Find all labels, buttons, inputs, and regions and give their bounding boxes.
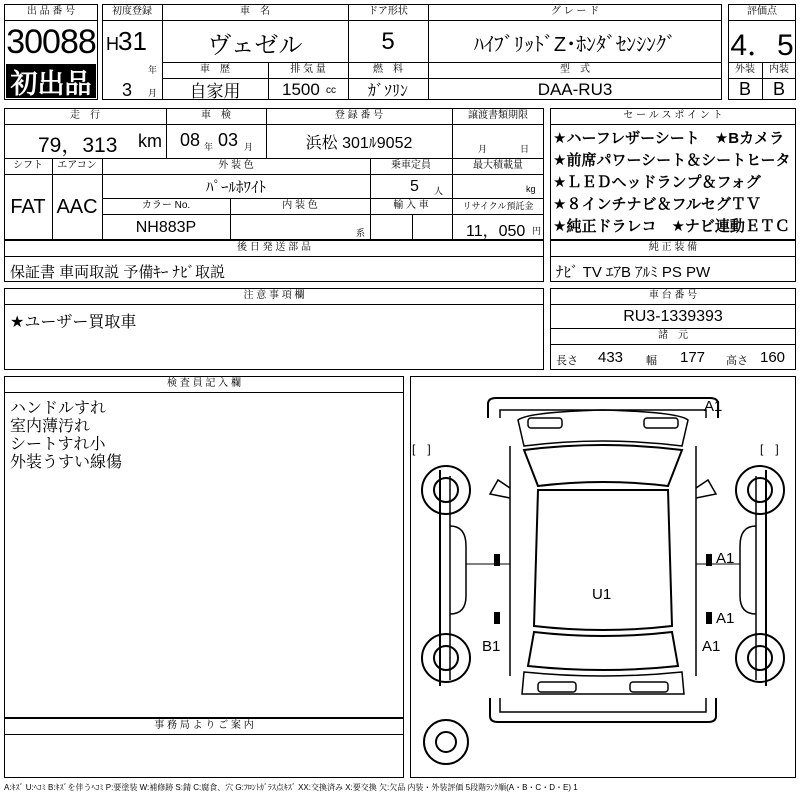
model-code-label: 型 式 (560, 64, 590, 75)
load-unit: kg (526, 184, 536, 194)
damage-front: A1 (704, 398, 723, 415)
year-unit: 年 (148, 65, 158, 75)
sales-point-3: ★ＬＥＤヘッドランプ＆フォグ (553, 174, 761, 191)
sales-points-label: セ ー ル ス ポ イ ン ト (623, 110, 723, 121)
inspection-year: 08 (180, 130, 201, 150)
equipment-value: ﾅﾋﾞ TV ｴｱB ｱﾙﾐ PS PW (556, 264, 711, 281)
inspection-year-unit: 年 (204, 142, 214, 152)
inspection-month: 03 (218, 130, 239, 150)
int-color-unit: 系 (356, 228, 366, 238)
parts-label: 後 日 発 送 部 品 (237, 242, 311, 253)
notes-value: ★ユーザー買取車 (10, 314, 137, 331)
reg-year: 31 (118, 26, 147, 56)
displacement-label: 排 気 量 (290, 64, 326, 75)
doors-value: 5 (381, 28, 395, 55)
displacement-value: 1500 (282, 80, 320, 99)
sales-point-1: ★ハーフレザーシート ★Bカメラ (553, 130, 785, 147)
damage-roof: U1 (592, 586, 612, 603)
shift-value: FAT (10, 196, 46, 218)
history-label: 車 歴 (200, 64, 230, 75)
score-label: 評価点 (747, 6, 777, 17)
mileage-value: 79，313 (38, 134, 118, 157)
aircon-value: AAC (56, 196, 98, 218)
aircon-label: エアコン (57, 160, 97, 171)
height-value: 160 (760, 349, 786, 366)
color-no-label: カラー No. (141, 200, 191, 211)
car-name: ヴェゼル (207, 31, 303, 59)
int-color-label: 内 装 色 (282, 200, 318, 211)
notes-label: 注 意 事 項 欄 (243, 290, 305, 301)
lot-number: 30088 (6, 22, 96, 61)
month-unit: 月 (148, 88, 158, 98)
sales-point-4: ★８インチナビ＆フルセグＴＶ (553, 196, 761, 213)
sales-point-2: ★前席パワーシート＆シートヒータ (553, 152, 791, 169)
color-no-value: NH883P (135, 218, 197, 236)
inspector-line-4: 外装うすい線傷 (10, 454, 123, 471)
plate-label: 登 録 番 号 (334, 110, 384, 121)
reg-month: 3 (122, 80, 133, 100)
reg-year-label: 初度登録 (112, 6, 152, 17)
grade-value: ﾊｲﾌﾞﾘｯﾄﾞZ･ﾎﾝﾀﾞｾﾝｼﾝｸﾞ (473, 33, 677, 56)
sales-point-5: ★純正ドラレコ ★ナビ連動ＥＴＣ (553, 218, 790, 235)
bracket-right: [ ] (760, 442, 779, 456)
score-value: 4．5 (730, 29, 794, 62)
interior-grade: B (772, 79, 785, 99)
recycle-label: リサイクル預託金 (462, 201, 534, 211)
inspection-month-unit: 月 (244, 142, 254, 152)
exterior-grade: B (738, 79, 751, 99)
damage-left-rear-wheel: B1 (482, 638, 501, 655)
capacity-unit: 人 (434, 186, 444, 196)
length-value: 433 (598, 349, 624, 366)
first-listing-badge: 初出品 (6, 64, 96, 98)
lot-number-label: 出 品 番 号 (26, 6, 76, 17)
plate-value: 浜松 301ﾙ9052 (305, 135, 413, 152)
interior-label: 内装 (769, 64, 789, 75)
inspection-label: 車 検 (201, 110, 231, 121)
mileage-label: 走 行 (70, 110, 100, 121)
legend-footer: A:ｷｽﾞ U:ﾍｺﾐ B:ｷｽﾞを伴うﾍｺﾐ P:要塗装 W:補修跡 S:錆 C:腐食、穴 G:ﾌﾛﾝﾄｶﾞﾗｽ点ｷｽﾞ XX:交換済み X:要交換 欠:欠品 内装・外装評価 5段階ﾗﾝｸ順(A・B・C・D・E) 1 (4, 783, 578, 792)
width-label: 幅 (646, 355, 657, 367)
width-value: 177 (680, 349, 706, 366)
damage-right-rear: A1 (716, 610, 735, 627)
length-label: 長さ (556, 355, 578, 367)
model-code-value: DAA-RU3 (537, 79, 613, 99)
inspector-label: 検 査 員 記 入 欄 (167, 378, 241, 389)
equipment-label: 純 正 装 備 (648, 242, 698, 253)
shift-label: シフト (13, 160, 43, 171)
car-diagram (410, 376, 796, 778)
inspector-line-2: 室内薄汚れ (10, 418, 91, 435)
fuel-label: 燃 料 (373, 64, 403, 75)
ext-color-label: 外 装 色 (218, 160, 254, 171)
grade-label: グ レ ー ド (550, 6, 600, 17)
fuel-value: ｶﾞｿﾘﾝ (367, 83, 408, 100)
car-name-label: 車 名 (240, 6, 270, 17)
height-label: 高さ (726, 355, 748, 367)
exterior-label: 外装 (735, 64, 755, 75)
doors-label: ドア形状 (368, 6, 408, 17)
transfer-label: 譲渡書類期限 (468, 110, 528, 121)
transfer-day-unit: 日 (520, 144, 530, 154)
capacity-label: 乗車定員 (391, 160, 431, 171)
recycle-unit: 円 (532, 226, 542, 236)
km-unit: km (138, 131, 162, 151)
history-value: 自家用 (189, 82, 241, 101)
chassis-value: RU3-1339393 (623, 307, 723, 325)
chassis-label: 車 台 番 号 (648, 290, 698, 301)
cc-unit: cc (326, 85, 336, 96)
recycle-value: 11，050 (466, 223, 526, 240)
parts-value: 保証書 車両取説 予備ｷｰ ﾅﾋﾞ取説 (10, 264, 226, 281)
transfer-month-unit: 月 (478, 144, 488, 154)
load-label: 最大積載量 (473, 160, 523, 171)
capacity-value: 5 (410, 178, 419, 195)
office-label: 事 務 局 よ り ご 案 内 (154, 720, 254, 731)
bracket-left: [ ] (412, 442, 431, 456)
inspector-line-3: シートすれ小 (10, 436, 106, 453)
specs-label: 諸 元 (658, 330, 688, 341)
inspector-line-1: ハンドルすれ (10, 400, 107, 417)
damage-right-front: A1 (716, 550, 735, 567)
ext-color-value: ﾊﾟｰﾙﾎﾜｲﾄ (205, 179, 266, 196)
damage-right-rear-wheel: A1 (702, 638, 721, 655)
era-label: H (106, 34, 119, 54)
import-label: 輸 入 車 (393, 200, 429, 211)
